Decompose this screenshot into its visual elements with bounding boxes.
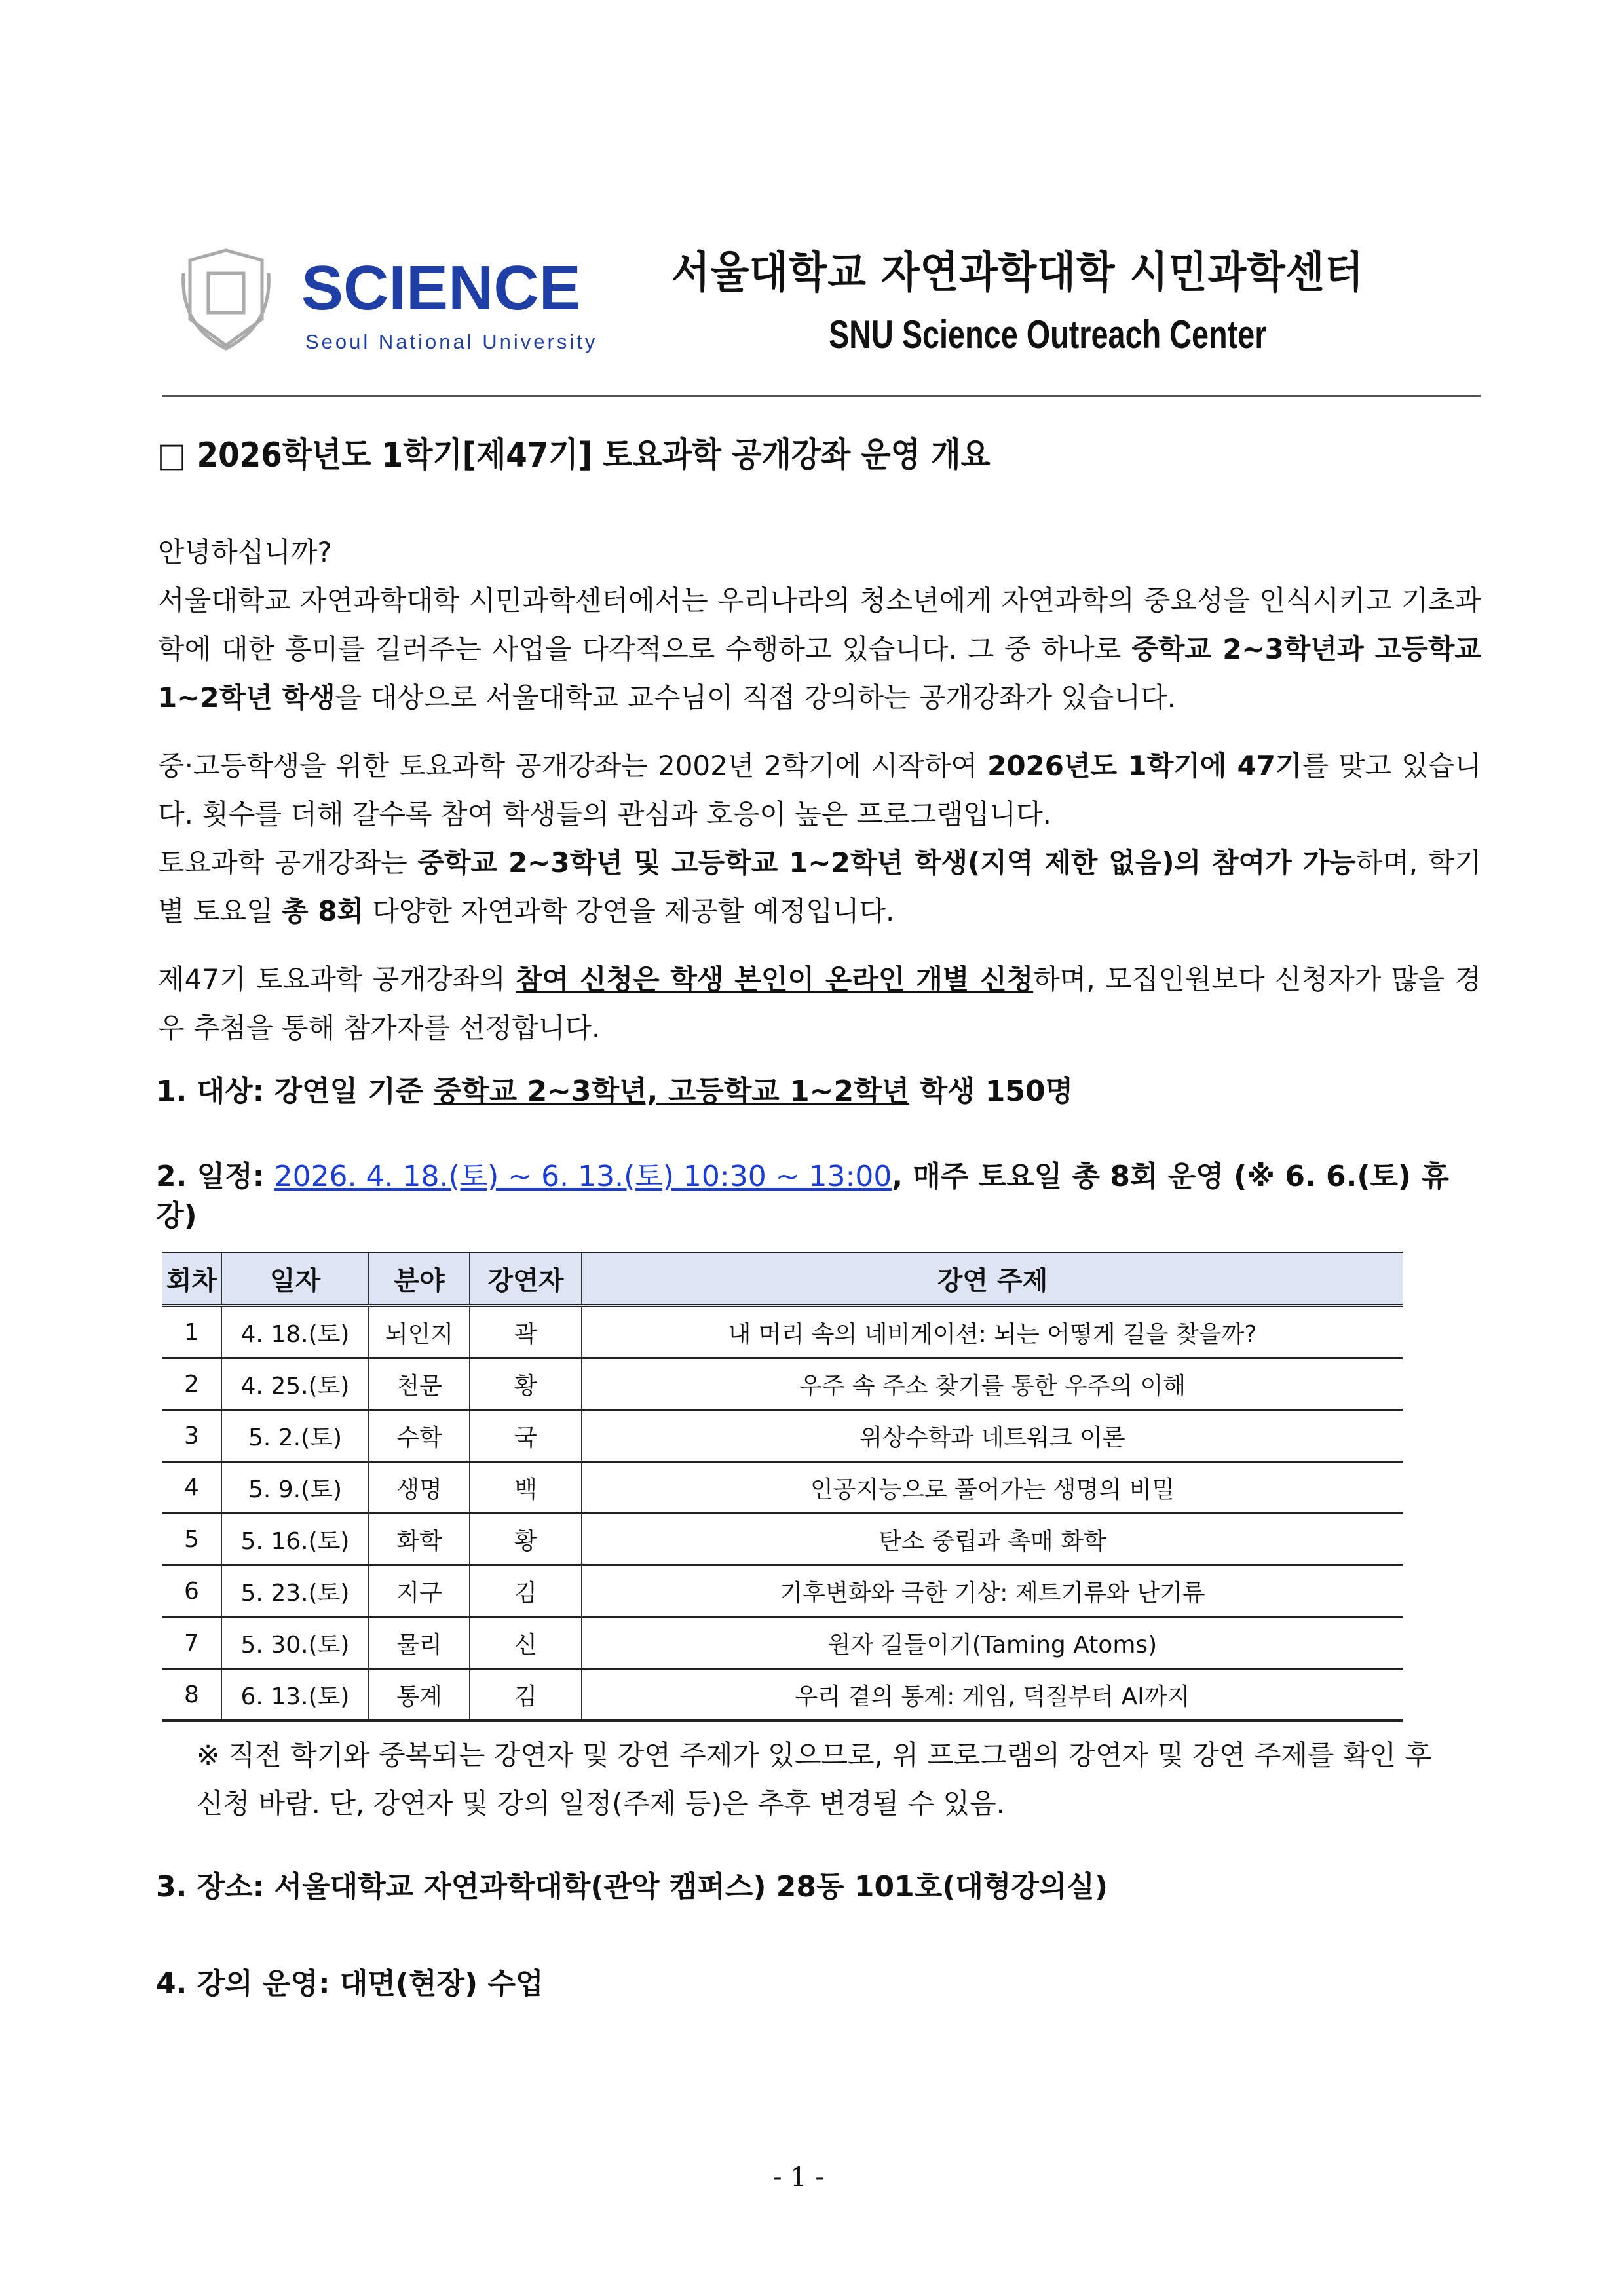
cell-field: 생명 — [369, 1462, 470, 1514]
application-paragraph — [158, 955, 1481, 1052]
bold-text: 중학교 2~3학년 및 고등학교 1~2학년 학생(지역 제한 없음)의 참여가 가능 — [417, 847, 1356, 879]
cell-field: 통계 — [369, 1669, 470, 1721]
table-row — [162, 1514, 1403, 1565]
underlined-text: 중학교 2~3학년, 고등학교 1~2학년 — [433, 1075, 910, 1108]
item-target — [156, 1072, 1481, 1111]
underlined-text: 참여 신청은 학생 본인이 온라인 개별 신청 — [516, 963, 1034, 995]
cell-topic: 내 머리 속의 네비게이션: 뇌는 어떻게 길을 찾을까? — [582, 1306, 1403, 1358]
text: , 매주 토요일 총 8회 운영 (※ 6. 6.(토) 휴강) — [156, 1160, 1449, 1233]
document-body — [158, 528, 1481, 2004]
text: 학생 150명 — [909, 1075, 1074, 1108]
table-row — [162, 1565, 1403, 1617]
cell-date: 4. 25.(토) — [221, 1358, 369, 1410]
cell-topic: 원자 길들이기(Taming Atoms) — [582, 1617, 1403, 1669]
cell-topic: 인공지능으로 풀어가는 생명의 비밀 — [582, 1462, 1403, 1514]
item-location: 3. 장소: 서울대학교 자연과학대학(관악 캠퍼스) 28동 101호(대형강의실) — [156, 1870, 1108, 1904]
cell-date: 5. 16.(토) — [221, 1514, 369, 1565]
text: 토요과학 공개강좌는 — [158, 847, 418, 879]
cell-field: 뇌인지 — [369, 1306, 470, 1358]
cell-date: 5. 2.(토) — [221, 1410, 369, 1462]
cell-field: 물리 — [369, 1617, 470, 1669]
cell-session: 6 — [162, 1565, 221, 1617]
cell-speaker: 황 — [470, 1514, 582, 1565]
text: 중·고등학생을 위한 토요과학 공개강좌는 2002년 2학기에 시작하여 — [158, 750, 988, 782]
cell-field: 화학 — [369, 1514, 470, 1565]
header-divider — [162, 395, 1481, 397]
cell-speaker: 신 — [470, 1617, 582, 1669]
cell-date: 5. 23.(토) — [221, 1565, 369, 1617]
text: 을 대상으로 서울대학교 교수님이 직접 강의하는 공개강좌가 있습니다. — [335, 681, 1176, 714]
cell-speaker: 김 — [470, 1669, 582, 1721]
history-paragraph — [158, 742, 1481, 936]
text: 제47기 토요과학 공개강좌의 — [158, 963, 516, 995]
cell-field: 천문 — [369, 1358, 470, 1410]
greeting: 안녕하십니까? — [158, 536, 332, 568]
table-header-row — [162, 1252, 1403, 1306]
cell-topic: 위상수학과 네트워크 이론 — [582, 1410, 1403, 1462]
cell-date: 5. 9.(토) — [221, 1462, 369, 1514]
cell-date: 4. 18.(토) — [221, 1306, 369, 1358]
label: 1. 대상: 강연일 기준 — [156, 1075, 434, 1108]
cell-speaker: 백 — [470, 1462, 582, 1514]
cell-date: 5. 30.(토) — [221, 1617, 369, 1669]
cell-speaker: 곽 — [470, 1306, 582, 1358]
snu-seal-icon — [177, 247, 275, 352]
column-header: 강연 주제 — [582, 1252, 1403, 1306]
snu-science-logo — [177, 244, 649, 362]
cell-speaker: 국 — [470, 1410, 582, 1462]
document-title: □ 2026학년도 1학기[제47기] 토요과학 공개강좌 운영 개요 — [157, 436, 991, 475]
center-title-korean: 서울대학교 자연과학대학 시민과학센터 — [671, 247, 1364, 297]
cell-speaker: 황 — [470, 1358, 582, 1410]
cell-date: 6. 13.(토) — [221, 1669, 369, 1721]
cell-session: 4 — [162, 1462, 221, 1514]
column-header: 회차 — [162, 1252, 221, 1306]
cell-session: 1 — [162, 1306, 221, 1358]
cell-topic: 우주 속 주소 찾기를 통한 우주의 이해 — [582, 1358, 1403, 1410]
schedule-note: ※ 직전 학기와 중복되는 강연자 및 강연 주제가 있으므로, 위 프로그램의 강연자 및 강연 주제를 확인 후 신청 바람. 단, 강연자 및 강의 일정(주제 등)은 추후 변경될 수 있음. — [197, 1739, 1432, 1820]
table-row — [162, 1617, 1403, 1669]
center-title-english: SNU Science Outreach Center — [829, 313, 1267, 356]
logo-subtitle: Seoul National University — [305, 330, 598, 353]
bold-text: 2026년도 1학기에 47기 — [987, 750, 1302, 782]
cell-session: 8 — [162, 1669, 221, 1721]
table-row — [162, 1306, 1403, 1358]
schedule-table — [162, 1252, 1403, 1722]
column-header: 강연자 — [470, 1252, 582, 1306]
label: 2. 일정: — [156, 1160, 274, 1193]
text: 다양한 자연과학 강연을 제공할 예정입니다. — [364, 895, 895, 927]
text: 하며, 학기별 토요일 — [158, 847, 1481, 927]
cell-field: 수학 — [369, 1410, 470, 1462]
text: 하며, 모집인원보다 신청자가 많을 경우 추첨을 통해 참가자를 선정합니다. — [158, 963, 1481, 1044]
cell-topic: 우리 곁의 통계: 게임, 덕질부터 AI까지 — [582, 1669, 1403, 1721]
intro-paragraph — [158, 528, 1481, 722]
table-row — [162, 1462, 1403, 1514]
cell-session: 5 — [162, 1514, 221, 1565]
item-format: 4. 강의 운영: 대면(현장) 수업 — [156, 1967, 544, 2000]
table-row — [162, 1358, 1403, 1410]
table-row — [162, 1410, 1403, 1462]
column-header: 분야 — [369, 1252, 470, 1306]
cell-field: 지구 — [369, 1565, 470, 1617]
cell-session: 3 — [162, 1410, 221, 1462]
column-header: 일자 — [221, 1252, 369, 1306]
text: 서울대학교 자연과학대학 시민과학센터에서는 우리나라의 청소년에게 자연과학의 중요성을 인식시키고 기초과학에 대한 흥미를 길러주는 사업을 다각적으로 수행하고 있습니다. 그 중 하나로 — [158, 584, 1481, 665]
page-number: - 1 - — [773, 2162, 824, 2192]
cell-speaker: 김 — [470, 1565, 582, 1617]
item-schedule — [156, 1157, 1481, 1236]
table-row — [162, 1669, 1403, 1721]
cell-session: 2 — [162, 1358, 221, 1410]
text: 를 맞고 있습니다. 횟수를 더해 갈수록 참여 학생들의 관심과 호응이 높은 프로그램입니다. — [158, 750, 1481, 830]
cell-session: 7 — [162, 1617, 221, 1669]
cell-topic: 기후변화와 극한 기상: 제트기류와 난기류 — [582, 1565, 1403, 1617]
bold-text: 중학교 2~3학년과 고등학교 1~2학년 학생 — [158, 633, 1482, 714]
schedule-dates: 2026. 4. 18.(토) ~ 6. 13.(토) 10:30 ~ 13:00 — [274, 1160, 892, 1193]
logo-wordmark: SCIENCE — [301, 253, 581, 323]
bold-text: 총 8회 — [282, 895, 364, 927]
cell-topic: 탄소 중립과 촉매 화학 — [582, 1514, 1403, 1565]
